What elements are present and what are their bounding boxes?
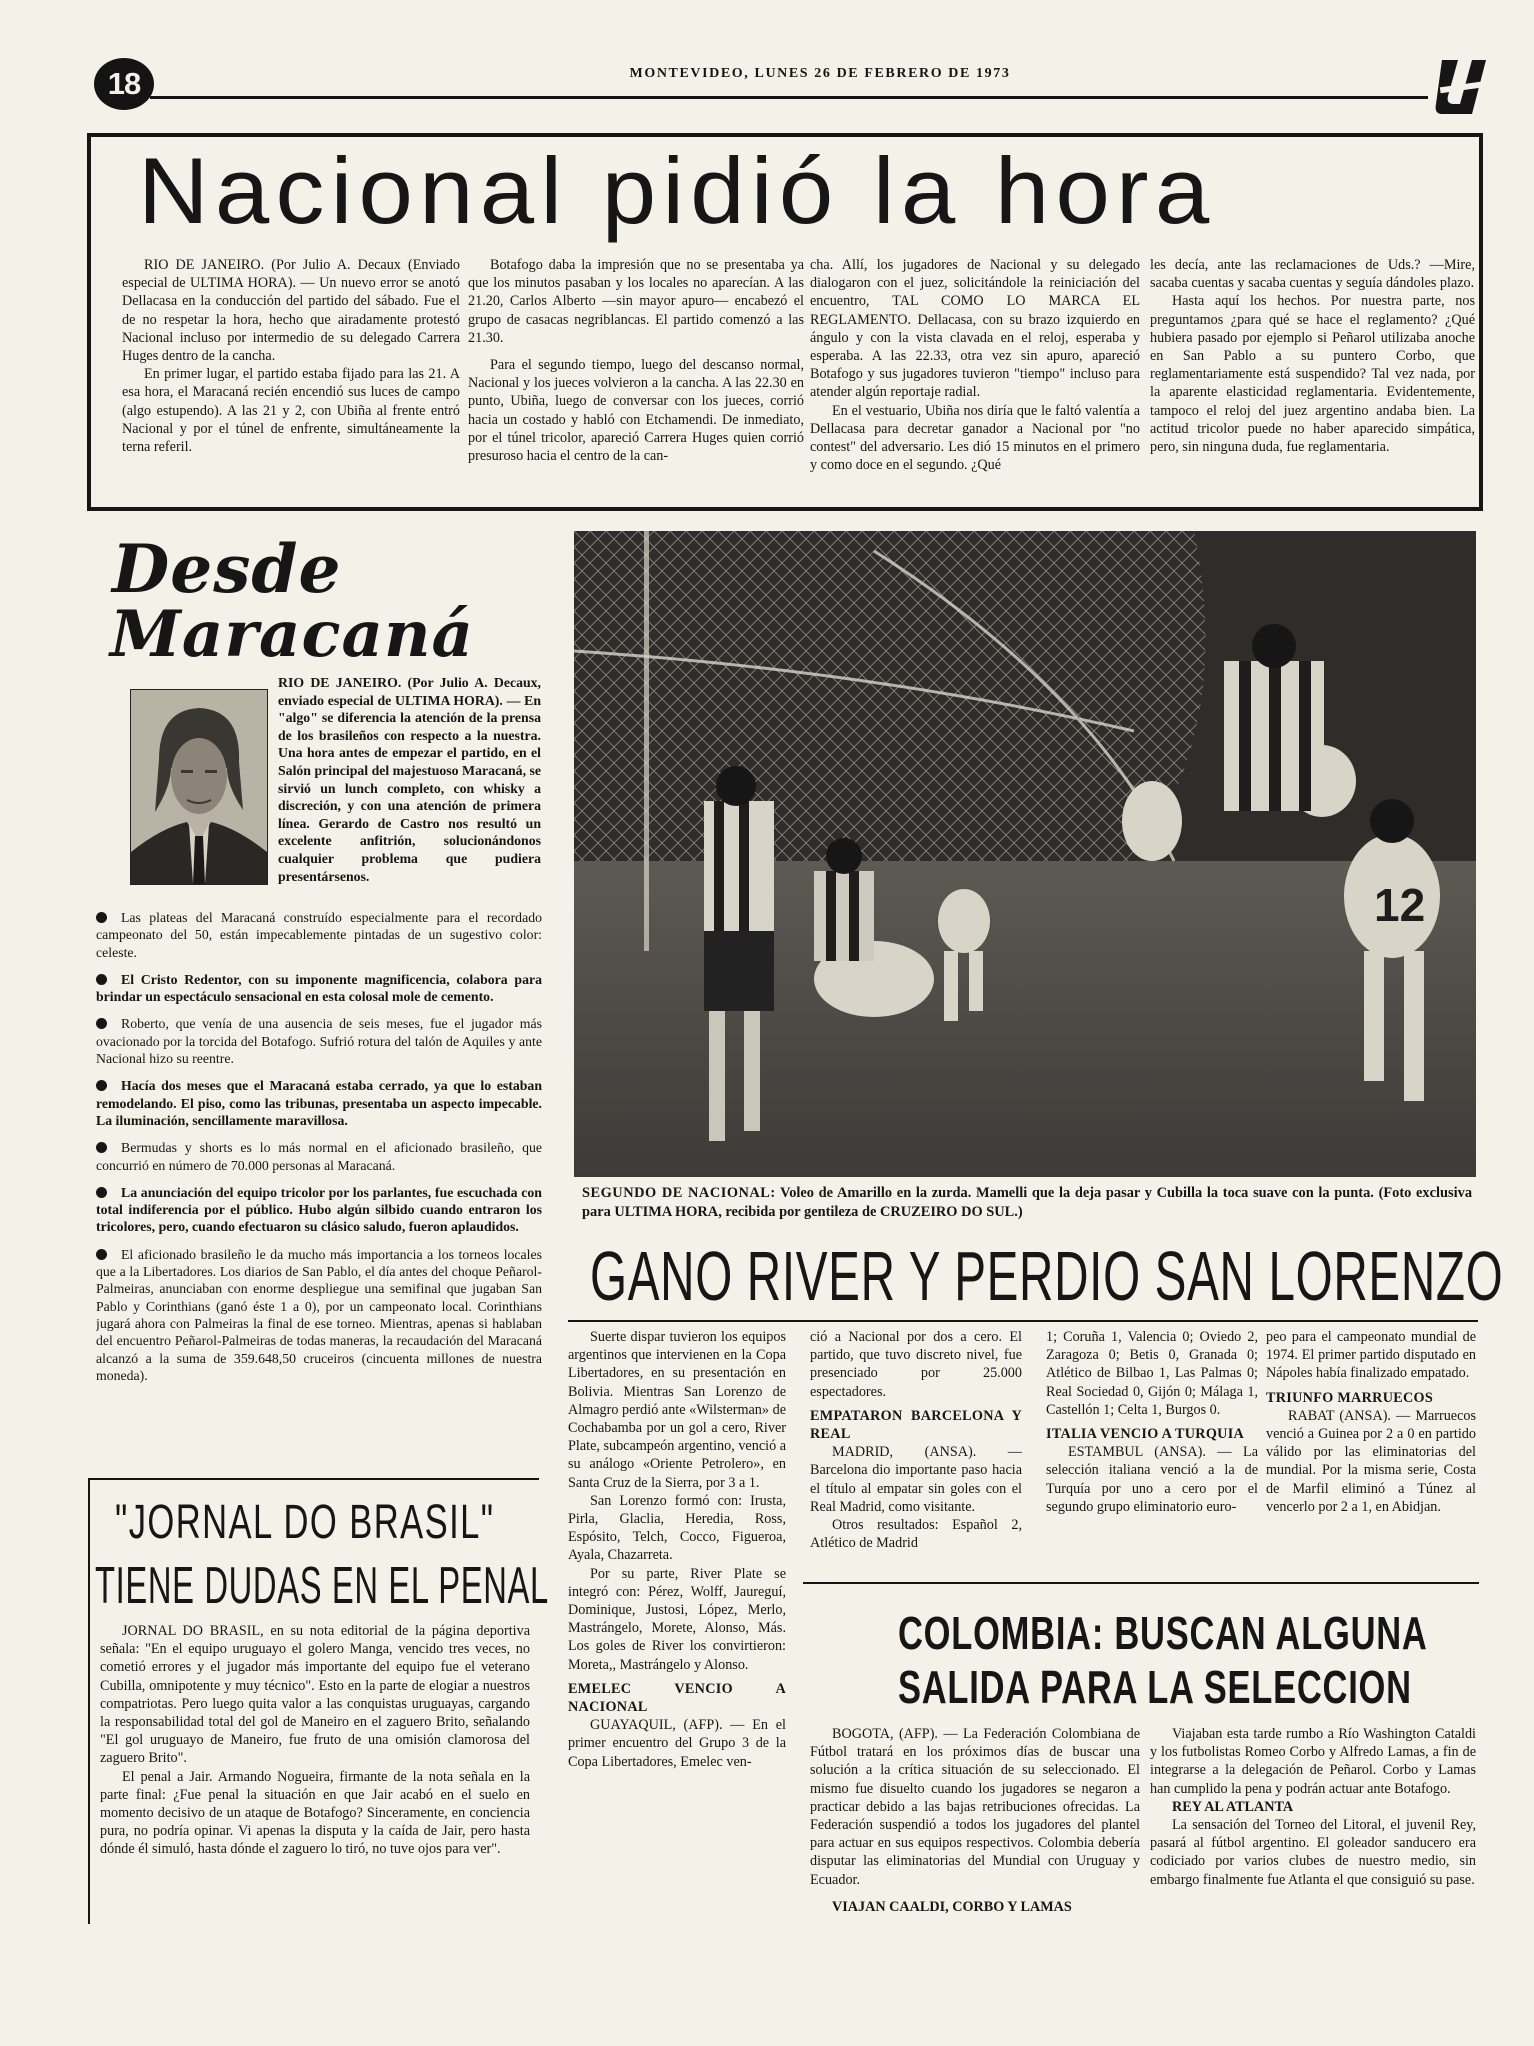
photo-caption-text: Voleo de Amarillo en la zurda. Mamelli que la deja pasar y Cubilla la toca suave con la punta. (Foto exclusiva para ULTIMA HORA, recibida por gentileza de CRUZEIRO DO SUL.)	[582, 1185, 1473, 1220]
paragraph: En el vestuario, Ubiña nos diría que le faltó valentía a Dellacasa para decretar ganador a Nacional por "no contest" del adversario. Les dió 15 minutos en el primero y como doce en el segundo. ¿Qué	[810, 402, 1140, 474]
lead-col-1	[122, 256, 460, 504]
paragraph: Viajaban esta tarde rumbo a Río Washington Cataldi y los futbolistas Romeo Corbo y Alfredo Lamas, a fin de integrarse a la delegación de Peñarol. Corbo y Lamas han cumplido la pena y podrán actuar ante Botafogo.	[1150, 1726, 1476, 1797]
paragraph: Por su parte, River Plate se integró con: Pérez, Wolff, Jaureguí, Dominique, Justosi, López, Merlo, Mastrángelo, Morete, Alonso, Más. Los goles de River los convirtieron: Moreta,, Mastrángelo y Alonso.	[568, 1565, 786, 1673]
paragraph: RABAT (ANSA). — Marruecos venció a Guinea por 2 a 0 en partido válido por las eliminatorias del mundial. Por la misma serie, Costa de Marfil eliminó a Túnez al vencerlo por 2 a 1, en Abidjan.	[1266, 1407, 1476, 1515]
desde-bullets	[96, 909, 542, 1419]
subheading: EMPATARON BARCELONA Y REAL	[810, 1407, 1022, 1443]
bullet-dot-icon	[96, 1080, 107, 1091]
lead-col-1-body	[122, 256, 460, 456]
bullet-text: Bermudas y shorts es lo más normal en el aficionado brasileño, que concurrió en número de 70.000 personas al Maracaná.	[96, 1140, 542, 1173]
paragraph: Botafogo daba la impresión que no se presentaba ya que los minutos pasaban y los locales no aparecían. A las 21.20, Carlos Alberto —sin mayor apuro— encabezó el grupo de casacas negriblancas. El partido comenzó a las 21.30.	[468, 257, 804, 346]
colombia-headline-1: COLOMBIA: BUSCAN ALGUNA	[898, 1607, 1428, 1659]
paragraph: les decía, ante las reclamaciones de Uds.? —Mire, sacaba cuentas y sacaba cuentas y seguía dándoles plazo.	[1150, 257, 1475, 292]
bullet-item	[96, 909, 542, 961]
colombia-col-2	[1150, 1725, 1476, 1925]
photo-caption-lead: SEGUNDO DE NACIONAL:	[582, 1185, 776, 1201]
bullet-dot-icon	[96, 1018, 107, 1029]
paragraph: BOGOTA, (AFP). — La Federación Colombiana de Fútbol tratará en los próximos días de buscar una solución a la crítica situación de su seleccionado. El mismo fue disuelto cuando los jugadores se negaron a practicar debido a las bajas retribuciones ofrecidas. La Federación suspendió a todos los jugadores del plantel para actuar en sus equipos respectivos. Colombia debería disputar las eliminatorias del Mundial con Uruguay y Ecuador.	[810, 1726, 1140, 1888]
paragraph: GUAYAQUIL, (AFP). — En el primer encuentro del Grupo 3 de la Copa Libertadores, Emelec ven-	[568, 1717, 786, 1770]
bullet-text: El aficionado brasileño le da mucho más importancia a los torneos locales que a la Libertadores. Los diarios de San Pablo, el día antes del choque Peñarol-Palmeiras, anunciaban con enorme despliegue una semifinal que jugaban San Pablo y Corinthians (ganó éste 1 a 0), por un campeonato local. Corinthians jugará ahora con Palmeiras la final de ese torneo. Mientras, apenas si hablaban del encuentro Peñarol-Palmeiras de todas maneras, la recaudación del Maracaná alcanzó a la suma de 359.648,50 cruceiros (cincuenta millones de nuestra moneda).	[96, 1246, 542, 1383]
bullet-item	[96, 1139, 542, 1174]
colombia-rule	[803, 1582, 1479, 1584]
bullet-text: Las plateas del Maracaná construído especialmente para el recordado campeonato del 50, están impecablemente pintadas de un sugestivo color: celeste.	[96, 910, 542, 960]
river-headline: GANO RIVER Y PERDIO SAN LORENZO	[590, 1237, 1504, 1315]
paragraph: La sensación del Torneo del Litoral, el juvenil Rey, pasará al fútbol argentino. El goleador sanducero era codiciado por varios clubes de nuestro medio, sin embargo finalmente fue Atlanta el que consiguió su pase.	[1150, 1817, 1476, 1888]
header-rule	[150, 96, 1428, 99]
dateline: MONTEVIDEO, LUNES 26 DE FEBRERO DE 1973	[629, 66, 1011, 81]
bullet-item	[96, 1077, 542, 1129]
reporter-portrait	[130, 689, 268, 885]
jornal-body	[100, 1622, 530, 1918]
desde-intro: RIO DE JANEIRO. (Por Julio A. Decaux, enviado especial de ULTIMA HORA). — En "algo" se diferencia la atención de la prensa de los brasileños con respecto a la nuestra. Una hora antes de empezar el partido, en el Salón principal del majestuoso Maracaná, se sirvió un lunch completo, con whisky a discreción, y con una atención de primera línea. Gerardo de Castro nos resultó un excelente anfitrión, solucionándonos cualquier problema que pudiera presentársenos.	[278, 675, 541, 884]
bullet-item	[96, 1015, 542, 1067]
paragraph	[468, 347, 804, 356]
paragraph: Suerte dispar tuvieron los equipos argentinos que intervienen en la Copa Libertadores, en su presentación en Bolivia. Mientras San Lorenzo de Almagro perdió ante «Wilsterman» de Cochabamba por un gol a cero, River Plate, subcampeón argentino, venció a su análogo «Oriente Petrolero», en Santa Cruz de la Sierra, por 3 a 1.	[568, 1329, 786, 1491]
paragraph: Hasta aquí los hechos. Por nuestra parte, nos preguntamos ¿para qué se hace el reglamento? ¿Qué hubiera pasado por ejemplo si Peñarol utilizaba anoche en San Pablo a su puntero Corbo, que reglamentariamente está suspendido? Tal vez nada, por la aparente elasticidad reglamentaria. Evidentemente, tampoco el reloj del juez argentino andaba bien. La actitud tricolor puede no haber aparecido simpática, pero, sin ninguna duda, fue reglamentaria.	[1150, 293, 1475, 456]
bullet-item	[96, 971, 542, 1006]
colombia-headline-2: SALIDA PARA LA SELECCION	[898, 1661, 1412, 1713]
lead-col-3	[810, 256, 1140, 504]
bullet-text: Hacía dos meses que el Maracaná estaba cerrado, ya que lo estaban remodelando. El piso, como las tribunas, presentaba un aspecto impecable. La iluminación, sencillamente maravillosa.	[96, 1078, 542, 1128]
paragraph: 1; Coruña 1, Valencia 0; Oviedo 2, Zaragoza 0; Betis 0, Granada 0; Atlético de Bilbao 1, Las Palmas 0; Real Sociedad 0, Gijón 0; Málaga 1, Castellón 1; Celta 1, Burgos 0.	[1046, 1329, 1258, 1418]
paragraph: El penal a Jair. Armando Nogueira, firmante de la nota señala en la parte final: ¿Fue penal la situación en que Jair acabó en el suelo en momento decisivo de un ataque de Botafogo? Sinceramente, en conciencia pura, no podría opinar. Vi apenas la disputa y la caída de Jair, pero hasta dónde él simuló, hasta dónde el zaguero lo tiró, no tuve ojos para ver".	[100, 1768, 530, 1858]
paragraph: Para el segundo tiempo, luego del descanso normal, Nacional y los jueces volvieron a la cancha. A las 22.30 en punto, Ubiña, luego de conversar con los jueces, corrió hacia un costado y habló con Etchamendi. De inmediato, por el túnel tricolor, apareció Carrera Huges quien corrió presuroso hacia el centro de la can-	[468, 357, 804, 465]
paragraph: ció a Nacional por dos a cero. El partido, que tuvo discreto nivel, fue presenciado por 25.000 espectadores.	[810, 1329, 1022, 1400]
paragraph: RIO DE JANEIRO. (Por Julio A. Decaux (Enviado especial de ULTIMA HORA). — Un nuevo error se anotó Dellacasa en la conducción del partido del sábado. Fue el de no respetar la hora, hecho que airadamente protestó Nacional incluso por intermedio de su delegado Carrera Huges dentro de la cancha.	[122, 257, 460, 365]
photo-caption	[582, 1184, 1472, 1221]
paragraph: MADRID, (ANSA). — Barcelona dio importante paso hacia el título al empatar sin goles con el Real Madrid, como visitante.	[810, 1444, 1022, 1515]
bullet-dot-icon	[96, 974, 107, 985]
colombia-col-1	[810, 1725, 1140, 1925]
lead-headline: Nacional pidió la hora	[138, 138, 1216, 243]
subheading: VIAJAN CAALDI, CORBO Y LAMAS	[832, 1898, 1072, 1915]
paragraph: cha. Allí, los jugadores de Nacional y su delegado dialogaron con el juez, solicitándole la reiniciación del encuentro, TAL COMO LO MARCA EL REGLAMENTO. Dellacasa, con su brazo izquierdo en ángulo y con la vista clavada en el reloj, esperaba y esperaba. A las 22.33, otra vez sin apuro, apareció Botafogo y sus jugadores tuvieron "tiempo" incluso para atender algún reportaje radial.	[810, 257, 1140, 401]
masthead-logo	[1434, 56, 1492, 118]
subheading: EMELEC VENCIO A NACIONAL	[568, 1680, 786, 1716]
paragraph: JORNAL DO BRASIL, en su nota editorial de la página deportiva señala: "En el equipo uruguayo el golero Manga, vencido tres veces, no cometió errores y el jugador más importante del equipo fue el veterano Cubilla, omnipotente y muy técnico". Esto en la parte de elogiar a nuestros compatriotas. Pero luego quita valor a las conquistas uruguayas, cargando la responsabilidad total del gol de Maneiro en el zaguero Brito, señalando "El gol uruguayo de Maneiro, fue fruto de una omisión clamorosa del zaguero Brito".	[100, 1623, 530, 1767]
paragraph: peo para el campeonato mundial de 1974. El primer partido disputado en Nápoles había finalizado empatado.	[1266, 1329, 1476, 1382]
bullet-dot-icon	[96, 912, 107, 923]
bullet-item	[96, 1246, 542, 1384]
page-number: 18	[107, 66, 141, 101]
match-photo	[574, 531, 1476, 1177]
subheading: TRIUNFO MARRUECOS	[1266, 1389, 1434, 1406]
bullet-text: Roberto, que venía de una ausencia de seis meses, fue el jugador más ovacionado por la torcida del Botafogo. Sufrió rotura del talón de Aquiles y ante Nacional hizo su reentre.	[96, 1016, 542, 1067]
paragraph	[810, 1889, 1140, 1898]
paragraph: Otros resultados: Español 2, Atlético de Madrid	[810, 1517, 1022, 1552]
jornal-headline-2: TIENE DUDAS EN EL PENAL	[95, 1557, 549, 1615]
bullet-dot-icon	[96, 1142, 107, 1153]
paragraph: San Lorenzo formó con: Irusta, Pirla, Glaclia, Heredia, Ross, Espósito, Telch, Cocco, Figueroa, Ayala, Chazarreta.	[568, 1492, 786, 1564]
river-rule	[568, 1320, 1478, 1322]
jersey-number: 12	[1374, 879, 1426, 931]
desde-title-line2: Maracaná	[110, 597, 474, 672]
subheading: REY AL ATLANTA	[1172, 1798, 1294, 1815]
river-col-1	[568, 1328, 786, 1836]
bullet-item	[96, 1184, 542, 1236]
lead-col-4	[1150, 256, 1475, 504]
lead-col-2	[468, 256, 804, 504]
bullet-dot-icon	[96, 1249, 107, 1260]
bullet-text: La anunciación del equipo tricolor por los parlantes, fue escuchada con total indiferencia por el público. Hubo algún silbido cuando entraron los tricolores, pero, cuando efectuaron su clásico saludo, fueron aplaudidos.	[96, 1184, 542, 1235]
paragraph: En primer lugar, el partido estaba fijado para las 21. A esa hora, el Maracaná recién encendió sus luces de campo (algo estupendo). A las 21 y 2, con Ubiña al frente entró Nacional y por el túnel de enfrente, simultáneamente la terna referil.	[122, 366, 460, 456]
paragraph: ESTAMBUL (ANSA). — La selección italiana venció a la de Turquía por uno a cero por el segundo grupo eliminatorio euro-	[1046, 1444, 1258, 1515]
page-number-badge	[94, 58, 154, 110]
bullet-dot-icon	[96, 1187, 107, 1198]
jornal-headline-1: "JORNAL DO BRASIL"	[115, 1496, 495, 1549]
desde-title-line1: Desde	[112, 530, 342, 608]
subheading: ITALIA VENCIO A TURQUIA	[1046, 1426, 1245, 1443]
bullet-text: El Cristo Redentor, con su imponente magnificencia, colabora para brindar un espectáculo sensacional en esta colosal mole de cemento.	[96, 971, 542, 1005]
